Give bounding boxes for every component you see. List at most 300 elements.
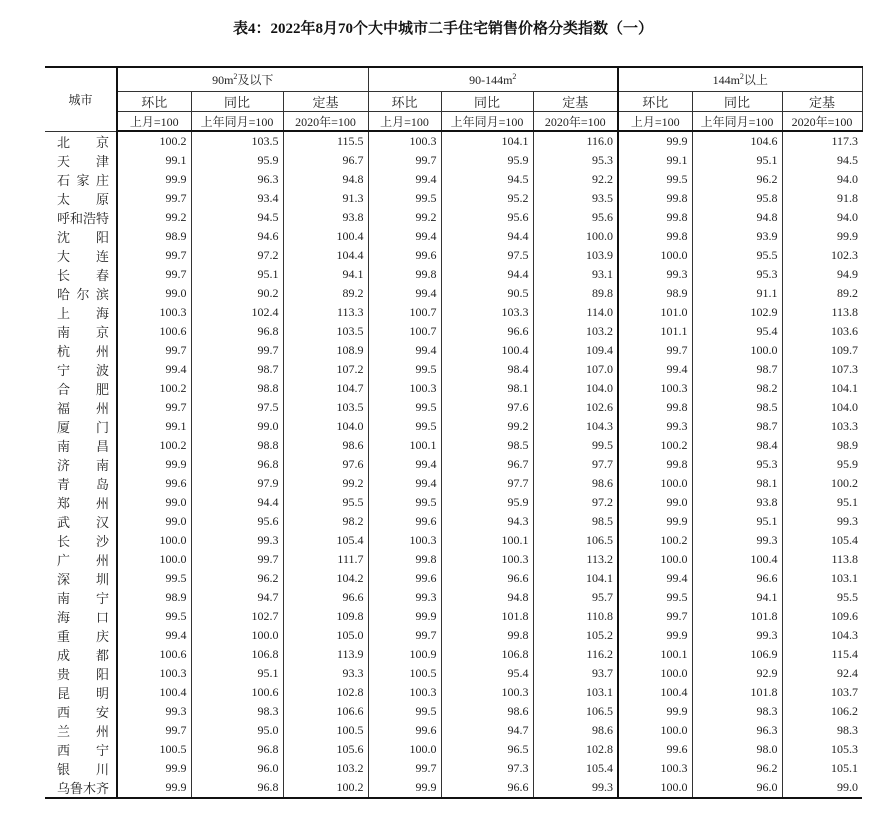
index-value-cell: 100.4 <box>117 683 191 702</box>
index-value-cell: 94.4 <box>441 265 533 284</box>
index-value-cell: 100.0 <box>618 246 692 265</box>
table-row <box>45 474 862 493</box>
index-value-cell: 103.2 <box>533 322 618 341</box>
index-value-cell: 105.1 <box>782 759 862 778</box>
city-cell <box>45 683 117 702</box>
index-value-cell: 99.0 <box>117 284 191 303</box>
index-value-cell: 99.5 <box>533 436 618 455</box>
index-value-cell: 100.6 <box>191 683 283 702</box>
index-value-cell: 105.4 <box>533 759 618 778</box>
index-value-cell: 98.5 <box>692 398 782 417</box>
index-value-cell: 103.1 <box>533 683 618 702</box>
index-value-cell: 105.3 <box>782 740 862 759</box>
index-value-cell: 97.2 <box>191 246 283 265</box>
table-row <box>45 265 862 284</box>
index-value-cell: 97.9 <box>191 474 283 493</box>
table-row <box>45 398 862 417</box>
table-row <box>45 208 862 227</box>
table-row <box>45 531 862 550</box>
index-value-cell: 98.1 <box>692 474 782 493</box>
index-value-cell: 98.1 <box>441 379 533 398</box>
index-value-cell: 99.5 <box>117 569 191 588</box>
index-value-cell: 99.7 <box>117 721 191 740</box>
index-value-cell: 94.7 <box>191 588 283 607</box>
city-cell <box>45 360 117 379</box>
index-value-cell: 109.8 <box>283 607 368 626</box>
table-row <box>45 131 862 151</box>
index-value-cell: 113.8 <box>782 303 862 322</box>
index-value-cell: 106.8 <box>441 645 533 664</box>
index-value-cell: 99.0 <box>117 493 191 512</box>
index-value-cell: 99.5 <box>368 702 441 721</box>
index-value-cell: 99.7 <box>191 341 283 360</box>
index-value-cell: 96.3 <box>191 170 283 189</box>
index-value-cell: 100.0 <box>191 626 283 645</box>
index-value-cell: 104.3 <box>533 417 618 436</box>
city-name: 银川 <box>57 761 109 777</box>
index-value-cell: 99.3 <box>117 702 191 721</box>
index-value-cell: 109.6 <box>782 607 862 626</box>
index-value-cell: 116.2 <box>533 645 618 664</box>
index-value-cell: 99.9 <box>618 131 692 151</box>
index-value-cell: 94.1 <box>692 588 782 607</box>
index-value-cell: 100.3 <box>441 683 533 702</box>
city-cell <box>45 170 117 189</box>
city-name: 西宁 <box>57 742 109 758</box>
index-value-cell: 104.0 <box>283 417 368 436</box>
index-value-cell: 113.8 <box>782 550 862 569</box>
index-value-cell: 93.9 <box>692 227 782 246</box>
index-value-cell: 100.3 <box>618 759 692 778</box>
city-cell <box>45 284 117 303</box>
index-value-cell: 95.9 <box>782 455 862 474</box>
index-value-cell: 110.8 <box>533 607 618 626</box>
index-value-cell: 90.5 <box>441 284 533 303</box>
index-value-cell: 99.2 <box>117 208 191 227</box>
index-value-cell: 107.2 <box>283 360 368 379</box>
table-row <box>45 436 862 455</box>
index-value-cell: 105.0 <box>283 626 368 645</box>
city-cell <box>45 626 117 645</box>
index-value-cell: 98.7 <box>692 360 782 379</box>
table-row <box>45 550 862 569</box>
index-value-cell: 115.5 <box>283 131 368 151</box>
index-value-cell: 100.4 <box>283 227 368 246</box>
city-name: 太原 <box>57 191 109 207</box>
index-value-cell: 99.2 <box>368 208 441 227</box>
index-value-cell: 100.3 <box>368 379 441 398</box>
table-row <box>45 759 862 778</box>
index-value-cell: 96.8 <box>191 740 283 759</box>
index-value-cell: 95.1 <box>782 493 862 512</box>
index-value-cell: 106.2 <box>782 702 862 721</box>
subheader-mom: 环比 <box>618 92 692 112</box>
index-value-cell: 100.3 <box>117 664 191 683</box>
index-value-cell: 98.9 <box>117 588 191 607</box>
index-value-cell: 106.9 <box>692 645 782 664</box>
index-value-cell: 98.9 <box>117 227 191 246</box>
index-value-cell: 99.5 <box>618 170 692 189</box>
index-value-cell: 99.4 <box>368 170 441 189</box>
index-value-cell: 96.2 <box>692 170 782 189</box>
index-value-cell: 100.2 <box>117 379 191 398</box>
index-value-cell: 103.5 <box>191 131 283 151</box>
index-value-cell: 99.2 <box>283 474 368 493</box>
index-value-cell: 99.5 <box>368 493 441 512</box>
group-header-under-90: $90m^2$及以下 <box>117 67 368 92</box>
index-value-cell: 95.3 <box>692 455 782 474</box>
index-value-cell: 93.8 <box>692 493 782 512</box>
index-value-cell: 107.3 <box>782 360 862 379</box>
index-value-cell: 100.0 <box>692 341 782 360</box>
index-value-cell: 104.3 <box>782 626 862 645</box>
index-value-cell: 99.8 <box>368 550 441 569</box>
index-value-cell: 94.7 <box>441 721 533 740</box>
table-row <box>45 246 862 265</box>
index-value-cell: 94.3 <box>441 512 533 531</box>
index-value-cell: 98.5 <box>441 436 533 455</box>
city-cell <box>45 417 117 436</box>
city-cell <box>45 303 117 322</box>
index-value-cell: 98.0 <box>692 740 782 759</box>
index-value-cell: 99.0 <box>618 493 692 512</box>
index-value-cell: 100.2 <box>117 131 191 151</box>
city-name: 杭州 <box>57 343 109 359</box>
index-value-cell: 103.2 <box>283 759 368 778</box>
index-value-cell: 89.2 <box>283 284 368 303</box>
index-value-cell: 92.9 <box>692 664 782 683</box>
index-value-cell: 98.8 <box>191 379 283 398</box>
index-value-cell: 103.9 <box>533 246 618 265</box>
index-value-cell: 91.1 <box>692 284 782 303</box>
city-cell <box>45 702 117 721</box>
index-value-cell: 114.0 <box>533 303 618 322</box>
index-value-cell: 94.0 <box>782 208 862 227</box>
index-value-cell: 99.5 <box>117 607 191 626</box>
index-value-cell: 99.4 <box>117 626 191 645</box>
index-value-cell: 99.1 <box>117 151 191 170</box>
city-cell <box>45 341 117 360</box>
index-value-cell: 103.7 <box>782 683 862 702</box>
city-name: 成都 <box>57 647 109 663</box>
city-cell <box>45 455 117 474</box>
index-value-cell: 99.4 <box>368 341 441 360</box>
index-value-cell: 95.0 <box>191 721 283 740</box>
index-value-cell: 99.1 <box>117 417 191 436</box>
index-value-cell: 94.6 <box>191 227 283 246</box>
index-value-cell: 99.1 <box>618 151 692 170</box>
index-value-cell: 97.6 <box>441 398 533 417</box>
index-value-cell: 95.2 <box>441 189 533 208</box>
index-value-cell: 100.0 <box>533 227 618 246</box>
city-cell <box>45 759 117 778</box>
index-value-cell: 95.1 <box>191 664 283 683</box>
table-row <box>45 455 862 474</box>
city-name: 合肥 <box>57 381 109 397</box>
index-value-cell: 98.7 <box>692 417 782 436</box>
table-row <box>45 341 862 360</box>
index-value-cell: 100.3 <box>368 683 441 702</box>
table-row <box>45 303 862 322</box>
index-value-cell: 117.3 <box>782 131 862 151</box>
city-cell <box>45 569 117 588</box>
index-value-cell: 96.6 <box>692 569 782 588</box>
index-value-cell: 98.6 <box>283 436 368 455</box>
table-row <box>45 607 862 626</box>
city-name: 昆明 <box>57 685 109 701</box>
city-cell <box>45 721 117 740</box>
index-value-cell: 115.4 <box>782 645 862 664</box>
table-row <box>45 284 862 303</box>
city-cell <box>45 227 117 246</box>
index-value-cell: 94.8 <box>441 588 533 607</box>
index-value-cell: 100.0 <box>368 740 441 759</box>
index-value-cell: 96.8 <box>191 322 283 341</box>
index-value-cell: 99.9 <box>117 759 191 778</box>
index-value-cell: 103.1 <box>782 569 862 588</box>
subheader-yoy: 同比 <box>441 92 533 112</box>
index-value-cell: 93.7 <box>533 664 618 683</box>
index-value-cell: 99.7 <box>368 151 441 170</box>
index-value-cell: 99.7 <box>117 246 191 265</box>
index-value-cell: 96.7 <box>283 151 368 170</box>
index-value-cell: 107.0 <box>533 360 618 379</box>
city-name: 广州 <box>57 552 109 568</box>
index-value-cell: 97.5 <box>441 246 533 265</box>
city-cell <box>45 265 117 284</box>
index-value-cell: 99.3 <box>618 417 692 436</box>
city-cell <box>45 512 117 531</box>
index-value-cell: 105.4 <box>283 531 368 550</box>
index-value-cell: 100.3 <box>368 531 441 550</box>
base-label-fixed-base: 2020年=100 <box>533 112 618 132</box>
index-value-cell: 99.8 <box>368 265 441 284</box>
index-value-cell: 99.8 <box>618 189 692 208</box>
index-value-cell: 106.5 <box>533 702 618 721</box>
index-value-cell: 99.0 <box>782 778 862 798</box>
index-value-cell: 96.6 <box>283 588 368 607</box>
index-value-cell: 99.8 <box>618 398 692 417</box>
index-value-cell: 97.7 <box>441 474 533 493</box>
city-cell <box>45 189 117 208</box>
subheader-fixed-base: 定基 <box>283 92 368 112</box>
index-value-cell: 98.2 <box>692 379 782 398</box>
index-value-cell: 95.4 <box>692 322 782 341</box>
base-label-yoy: 上年同月=100 <box>441 112 533 132</box>
index-value-cell: 96.8 <box>191 455 283 474</box>
city-name: 南京 <box>57 324 109 340</box>
city-cell <box>45 379 117 398</box>
index-value-cell: 91.3 <box>283 189 368 208</box>
index-value-cell: 95.9 <box>191 151 283 170</box>
index-value-cell: 93.8 <box>283 208 368 227</box>
index-value-cell: 106.8 <box>191 645 283 664</box>
city-name: 青岛 <box>57 476 109 492</box>
index-value-cell: 89.2 <box>782 284 862 303</box>
index-value-cell: 98.4 <box>692 436 782 455</box>
index-value-cell: 94.5 <box>191 208 283 227</box>
index-value-cell: 99.9 <box>117 455 191 474</box>
index-value-cell: 113.2 <box>533 550 618 569</box>
city-cell <box>45 550 117 569</box>
city-name: 福州 <box>57 400 109 416</box>
index-value-cell: 100.3 <box>441 550 533 569</box>
index-value-cell: 99.3 <box>191 531 283 550</box>
index-value-cell: 98.5 <box>533 512 618 531</box>
index-value-cell: 99.6 <box>368 569 441 588</box>
index-value-cell: 109.7 <box>782 341 862 360</box>
index-value-cell: 97.7 <box>533 455 618 474</box>
index-value-cell: 99.4 <box>368 474 441 493</box>
base-label-mom: 上月=100 <box>368 112 441 132</box>
index-value-cell: 95.1 <box>692 151 782 170</box>
index-value-cell: 94.5 <box>782 151 862 170</box>
index-value-cell: 99.4 <box>117 360 191 379</box>
index-value-cell: 104.4 <box>283 246 368 265</box>
city-name: 厦门 <box>57 419 109 435</box>
index-value-cell: 98.6 <box>533 721 618 740</box>
index-value-cell: 99.6 <box>618 740 692 759</box>
index-value-cell: 99.9 <box>618 512 692 531</box>
city-name: 宁波 <box>57 362 109 378</box>
city-cell <box>45 607 117 626</box>
table-row <box>45 626 862 645</box>
index-value-cell: 99.2 <box>441 417 533 436</box>
table-row <box>45 189 862 208</box>
index-value-cell: 99.6 <box>117 474 191 493</box>
city-name: 南昌 <box>57 438 109 454</box>
index-value-cell: 100.2 <box>782 474 862 493</box>
table-row <box>45 322 862 341</box>
index-value-cell: 95.6 <box>533 208 618 227</box>
table-row <box>45 588 862 607</box>
index-value-cell: 100.3 <box>117 303 191 322</box>
index-value-cell: 109.4 <box>533 341 618 360</box>
table-row <box>45 227 862 246</box>
index-value-cell: 105.6 <box>283 740 368 759</box>
index-value-cell: 99.4 <box>368 455 441 474</box>
base-label-yoy: 上年同月=100 <box>191 112 283 132</box>
index-value-cell: 99.5 <box>618 588 692 607</box>
index-value-cell: 100.4 <box>692 550 782 569</box>
index-value-cell: 102.3 <box>782 246 862 265</box>
index-value-cell: 93.1 <box>533 265 618 284</box>
index-value-cell: 93.4 <box>191 189 283 208</box>
index-value-cell: 99.6 <box>368 246 441 265</box>
index-value-cell: 100.2 <box>117 436 191 455</box>
index-value-cell: 105.2 <box>533 626 618 645</box>
city-cell <box>45 208 117 227</box>
city-name: 深圳 <box>57 571 109 587</box>
subheader-yoy: 同比 <box>692 92 782 112</box>
index-value-cell: 104.7 <box>283 379 368 398</box>
index-value-cell: 101.8 <box>441 607 533 626</box>
index-value-cell: 99.7 <box>117 341 191 360</box>
index-value-cell: 98.2 <box>283 512 368 531</box>
index-value-cell: 96.2 <box>692 759 782 778</box>
price-index-table <box>45 66 863 799</box>
index-value-cell: 99.7 <box>368 626 441 645</box>
index-value-cell: 95.3 <box>533 151 618 170</box>
index-value-cell: 95.1 <box>191 265 283 284</box>
index-value-cell: 100.0 <box>618 664 692 683</box>
table-title: 表4：2022年8月70个大中城市二手住宅销售价格分类指数（一） <box>232 21 653 37</box>
city-name: 大连 <box>57 248 109 264</box>
table-row <box>45 379 862 398</box>
index-value-cell: 93.5 <box>533 189 618 208</box>
table-row <box>45 721 862 740</box>
group-header-over-144: $144m^2$以上 <box>618 67 862 92</box>
table-row <box>45 683 862 702</box>
index-value-cell: 103.5 <box>283 398 368 417</box>
subheader-yoy: 同比 <box>191 92 283 112</box>
index-value-cell: 98.9 <box>618 284 692 303</box>
table-row <box>45 151 862 170</box>
index-value-cell: 94.0 <box>782 170 862 189</box>
index-value-cell: 99.8 <box>618 208 692 227</box>
index-value-cell: 99.7 <box>618 607 692 626</box>
city-cell <box>45 588 117 607</box>
city-name: 兰州 <box>57 723 109 739</box>
city-name: 长沙 <box>57 533 109 549</box>
index-value-cell: 94.8 <box>692 208 782 227</box>
index-value-cell: 99.9 <box>618 626 692 645</box>
index-value-cell: 100.3 <box>618 379 692 398</box>
index-value-cell: 100.2 <box>618 531 692 550</box>
index-value-cell: 103.3 <box>441 303 533 322</box>
index-value-cell: 99.9 <box>117 778 191 798</box>
index-value-cell: 101.0 <box>618 303 692 322</box>
index-value-cell: 99.7 <box>117 265 191 284</box>
index-value-cell: 95.9 <box>441 151 533 170</box>
city-name: 乌鲁木齐 <box>57 780 110 796</box>
index-value-cell: 92.4 <box>782 664 862 683</box>
index-value-cell: 111.7 <box>283 550 368 569</box>
city-name: 贵阳 <box>57 666 109 682</box>
index-value-cell: 99.9 <box>368 778 441 798</box>
index-value-cell: 99.3 <box>533 778 618 798</box>
index-value-cell: 97.6 <box>283 455 368 474</box>
city-name: 郑州 <box>57 495 109 511</box>
table-row <box>45 569 862 588</box>
index-value-cell: 100.7 <box>368 322 441 341</box>
index-value-cell: 96.6 <box>441 778 533 798</box>
index-value-cell: 100.9 <box>368 645 441 664</box>
city-column-header: 城市 <box>45 67 117 131</box>
city-cell <box>45 531 117 550</box>
index-value-cell: 100.2 <box>618 436 692 455</box>
index-value-cell: 95.8 <box>692 189 782 208</box>
index-value-cell: 102.6 <box>533 398 618 417</box>
index-value-cell: 100.5 <box>283 721 368 740</box>
index-value-cell: 100.6 <box>117 645 191 664</box>
index-value-cell: 100.3 <box>368 131 441 151</box>
index-value-cell: 99.7 <box>117 189 191 208</box>
base-label-fixed-base: 2020年=100 <box>782 112 862 132</box>
city-name: 南宁 <box>57 590 109 606</box>
index-value-cell: 98.3 <box>191 702 283 721</box>
index-value-cell: 99.6 <box>368 512 441 531</box>
index-value-cell: 98.9 <box>782 436 862 455</box>
city-name: 海口 <box>57 609 109 625</box>
index-value-cell: 98.4 <box>441 360 533 379</box>
index-value-cell: 99.9 <box>368 607 441 626</box>
index-value-cell: 99.4 <box>618 360 692 379</box>
city-name: 天津 <box>57 153 109 169</box>
city-name: 上海 <box>57 305 109 321</box>
city-name: 哈尔滨 <box>57 286 109 302</box>
index-value-cell: 99.3 <box>368 588 441 607</box>
